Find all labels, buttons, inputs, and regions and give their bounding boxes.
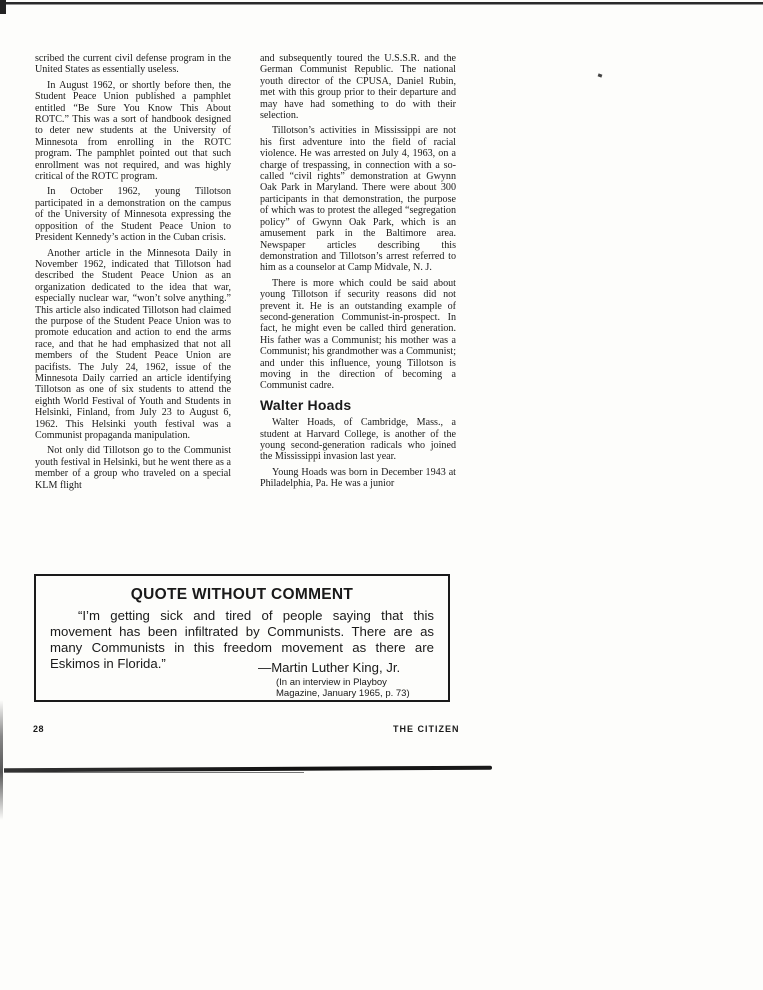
quote-text: “I’m getting sick and tired of people saying that this movement has been infiltrated by Communists. There are as many Communists in this freedom movement as there are Eskimos in Florida.” bbox=[50, 608, 434, 671]
paragraph: scribed the current civil defense program in the United States as essentially useless. bbox=[35, 53, 231, 76]
quote-source-line: Magazine, January 1965, p. 73) bbox=[276, 688, 410, 699]
paragraph: Another article in the Minnesota Daily in November 1962, indicated that Tillotson had described the Student Peace Union as an organization dedicated to the idea that war, especially nuclear war, “won’t solve anything.” This article also indicated Tillotson had claimed the purpose of the Student Peace Union was to promote education and action to end the arms race, and that he had emphasized that not all members of the Student Peace Union are pacifists. The July 24, 1962, issue of the Minnesota Daily carried an article identifying Tillotson as one of six students to attend the eighth World Festival of Youth and Students in Helsinki, Finland, from July 23 to August 6, 1962. This Helsinki youth festival was a Communist propaganda manipulation. bbox=[35, 247, 231, 441]
paragraph: There is more which could be said about young Tillotson if security reasons did not prevent it. He is an outstanding example of second-generation Communist-in-prospect. In fact, he might even be called third generation. His father was a Communist; his mother was a Communist; his grandmother was a Communist; and under this influence, young Tillotson is moving in the direction of becoming a Communist cadre. bbox=[260, 277, 456, 392]
quote-source-line: (In an interview in Playboy bbox=[276, 677, 387, 688]
paragraph: Not only did Tillotson go to the Communist youth festival in Helsinki, but he went there as a member of a group who traveled on a special KLM flight bbox=[35, 445, 231, 491]
bottom-rule bbox=[0, 764, 494, 774]
scan-speck bbox=[598, 73, 603, 77]
scan-corner-mark bbox=[0, 0, 6, 14]
quote-title: QUOTE WITHOUT COMMENT bbox=[130, 586, 354, 603]
paragraph: and subsequently toured the U.S.S.R. and the German Communist Republic. The national youth director of the CPUSA, Daniel Rubin, met with this group prior to their departure and may have had something to do with their selection. bbox=[260, 53, 456, 122]
quote-box bbox=[34, 574, 450, 702]
scan-edge-top bbox=[0, 2, 763, 7]
quote-source bbox=[276, 677, 410, 699]
left-column bbox=[35, 53, 231, 495]
page-number: 28 bbox=[33, 724, 45, 734]
quote-author: —Martin Luther King, Jr. bbox=[258, 660, 401, 675]
paragraph: In October 1962, young Tillotson participated in a demonstration on the campus of the University of Minnesota expressing the opposition of the Student Peace Union to President Kennedy’s action in the Cuban crisis. bbox=[35, 186, 231, 244]
paragraph: Young Hoads was born in December 1943 at Philadelphia, Pa. He was a junior bbox=[260, 466, 456, 490]
paragraph: Tillotson’s activities in Mississippi are not his first adventure into the field of racial violence. He was arrested on July 4, 1963, on a charge of trespassing, in connection with a so-called “civil rights” demonstration at Gwynn Oak Park in Maryland. There were about 300 participants in that demonstration, the purpose of which was to protest the alleged “segregation policy” of Gwynn Oak Park, which is an amusement park in the Baltimore area. Newspaper articles describing this demonstration and Tillotson’s arrest referred to him as a counselor at Camp Midvale, N. J. bbox=[260, 125, 456, 274]
publication-name: THE CITIZEN bbox=[393, 724, 460, 734]
paragraph: In August 1962, or shortly before then, the Student Peace Union published a pamphlet entitled “Be Sure You Know This About ROTC.” This was a sort of handbook designed to deter new students at the University of Minnesota from enrolling in the ROTC program. The pamphlet pointed out that such enrollment was not required, and was highly critical of the ROTC program. bbox=[35, 79, 231, 183]
right-column bbox=[260, 53, 456, 494]
rule-line-thin bbox=[4, 772, 304, 773]
paragraph: Walter Hoads, of Cambridge, Mass., a student at Harvard College, is another of the young second-generation radicals who joined the Mississippi invasion last year. bbox=[260, 417, 456, 463]
scan-edge-left bbox=[0, 700, 3, 820]
section-heading: Walter Hoads bbox=[260, 396, 352, 413]
